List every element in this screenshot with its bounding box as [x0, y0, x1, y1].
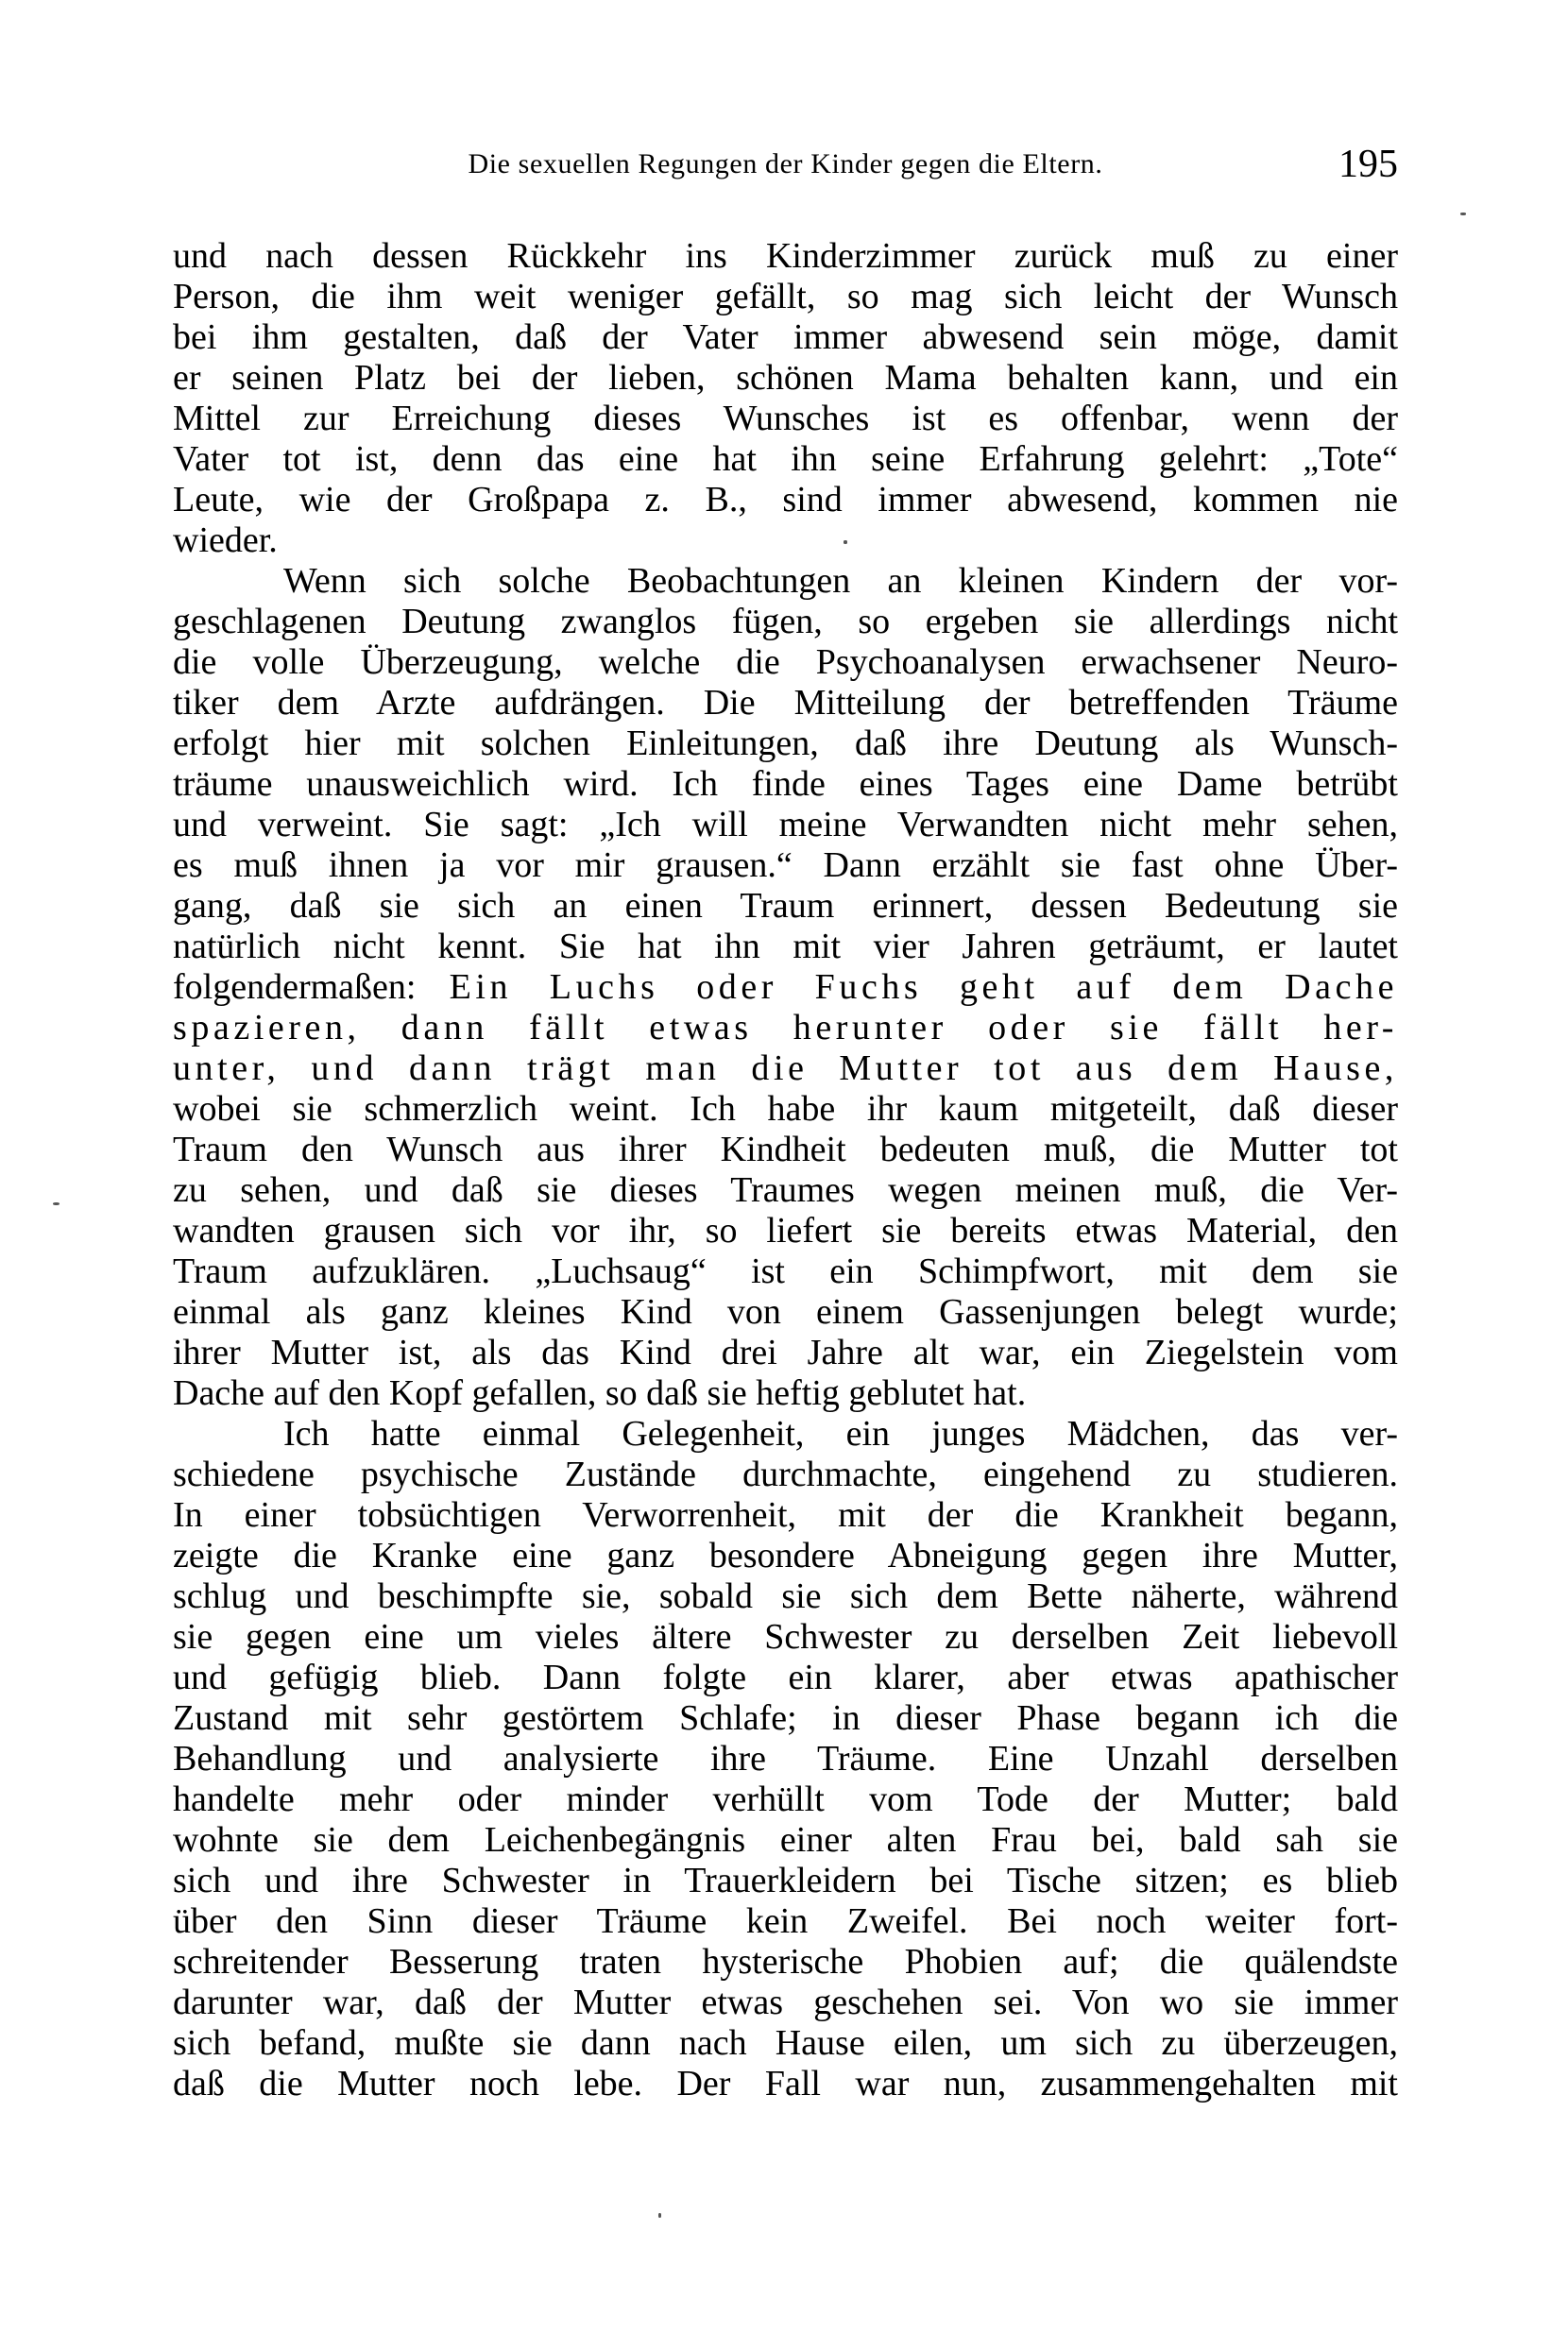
- text-line: [173, 1698, 1398, 1739]
- text-segment: Traum den Wunsch aus ihrer Kindheit bedeuten muß, die Mutter tot: [173, 1130, 1398, 1169]
- text-segment: wohnte sie dem Leichenbegängnis einer alten Frau bei, bald sah sie: [173, 1820, 1398, 1860]
- scan-speck: [844, 540, 847, 544]
- text-segment: sie gegen eine um vieles ältere Schwester zu derselben Zeit liebevoll: [173, 1617, 1398, 1657]
- text-segment: und verweint. Sie sagt: „Ich will meine Verwandten nicht mehr sehen,: [173, 805, 1398, 844]
- text-segment: folgendermaßen:: [173, 967, 450, 1007]
- text-line: [173, 520, 1398, 561]
- text-line: [173, 399, 1398, 439]
- text-line: [173, 1617, 1398, 1658]
- text-line: [173, 602, 1398, 642]
- text-segment: gang, daß sie sich an einen Traum erinnert, dessen Bedeutung sie: [173, 886, 1398, 926]
- text-segment: wieder.: [173, 520, 278, 560]
- text-segment: Wenn sich solche Beobachtungen an kleinen Kindern der vor-: [283, 561, 1398, 601]
- text-line: [173, 561, 1398, 602]
- text-line: [173, 1576, 1398, 1617]
- text-segment: die volle Überzeugung, welche die Psychoanalysen erwachsener Neuro-: [173, 642, 1398, 682]
- text-line: [173, 805, 1398, 845]
- text-segment: Dache auf den Kopf gefallen, so daß sie heftig geblutet hat.: [173, 1373, 1027, 1413]
- text-line: [173, 2064, 1398, 2104]
- text-line: [173, 683, 1398, 724]
- text-line: [173, 1170, 1398, 1211]
- text-line: [173, 236, 1398, 277]
- text-line: [173, 1739, 1398, 1780]
- text-segment: sich befand, mußte sie dann nach Hause eilen, um sich zu überzeugen,: [173, 2023, 1398, 2063]
- text-segment: darunter war, daß der Mutter etwas geschehen sei. Von wo sie immer: [173, 1983, 1398, 2022]
- scan-speck: [53, 1202, 60, 1205]
- text-segment: er seinen Platz bei der lieben, schönen Mama behalten kann, und ein: [173, 358, 1398, 398]
- letterspaced-emphasis: unter, und dann trägt man die Mutter tot aus dem Hause,: [173, 1048, 1398, 1088]
- text-line: [173, 1292, 1398, 1333]
- text-segment: erfolgt hier mit solchen Einleitungen, daß ihre Deutung als Wunsch-: [173, 724, 1398, 763]
- text-segment: Behandlung und analysierte ihre Träume. Eine Unzahl derselben: [173, 1739, 1398, 1779]
- text-line: [173, 1252, 1398, 1292]
- text-line: [173, 1211, 1398, 1252]
- letterspaced-emphasis: Ein Luchs oder Fuchs geht auf dem Dache: [449, 967, 1398, 1007]
- text-line: [173, 1455, 1398, 1495]
- text-segment: Mittel zur Erreichung dieses Wunsches ist es offenbar, wenn der: [173, 399, 1398, 438]
- text-segment: zeigte die Kranke eine ganz besondere Abneigung gegen ihre Mutter,: [173, 1536, 1398, 1575]
- text-segment: es muß ihnen ja vor mir grausen.“ Dann erzählt sie fast ohne Über-: [173, 845, 1398, 885]
- page-number: 195: [1338, 143, 1398, 186]
- page-header: [173, 143, 1398, 189]
- text-line: [173, 1373, 1398, 1414]
- text-line: [173, 764, 1398, 805]
- scan-speck: [658, 2213, 661, 2218]
- text-segment: einmal als ganz kleines Kind von einem Gassenjungen belegt wurde;: [173, 1292, 1398, 1332]
- text-segment: über den Sinn dieser Träume kein Zweifel. Bei noch weiter fort-: [173, 1901, 1398, 1941]
- text-line: [173, 1414, 1398, 1455]
- text-line: [173, 277, 1398, 317]
- text-segment: wandten grausen sich vor ihr, so liefert sie bereits etwas Material, den: [173, 1211, 1398, 1251]
- text-line: [173, 1820, 1398, 1861]
- body-text: [173, 236, 1398, 2104]
- text-segment: schiedene psychische Zustände durchmachte, eingehend zu studieren.: [173, 1455, 1398, 1494]
- text-line: [173, 724, 1398, 764]
- text-segment: wobei sie schmerzlich weint. Ich habe ihr kaum mitgeteilt, daß dieser: [173, 1089, 1398, 1129]
- text-line: [173, 1130, 1398, 1170]
- text-segment: geschlagenen Deutung zwanglos fügen, so ergeben sie allerdings nicht: [173, 602, 1398, 641]
- text-line: [173, 845, 1398, 886]
- text-line: [173, 1861, 1398, 1901]
- text-segment: bei ihm gestalten, daß der Vater immer abwesend sein möge, damit: [173, 317, 1398, 357]
- text-segment: Leute, wie der Großpapa z. B., sind immer abwesend, kommen nie: [173, 480, 1398, 519]
- paragraph: [173, 561, 1398, 1414]
- text-segment: Zustand mit sehr gestörtem Schlafe; in dieser Phase begann ich die: [173, 1698, 1398, 1738]
- text-segment: schlug und beschimpfte sie, sobald sie sich dem Bette näherte, während: [173, 1576, 1398, 1616]
- text-segment: schreitender Besserung traten hysterische Phobien auf; die quälendste: [173, 1942, 1398, 1982]
- text-line: [173, 886, 1398, 927]
- text-line: [173, 1983, 1398, 2023]
- text-line: [173, 967, 1398, 1008]
- scan-speck: [1460, 213, 1466, 215]
- text-segment: träume unausweichlich wird. Ich finde eines Tages eine Dame betrübt: [173, 764, 1398, 804]
- text-segment: sich und ihre Schwester in Trauerkleidern bei Tische sitzen; es blieb: [173, 1861, 1398, 1900]
- text-segment: daß die Mutter noch lebe. Der Fall war nun, zusammengehalten mit: [173, 2064, 1398, 2103]
- letterspaced-emphasis: spazieren, dann fällt etwas herunter oder sie fällt her-: [173, 1008, 1398, 1047]
- text-segment: Traum aufzuklären. „Luchsaug“ ist ein Schimpfwort, mit dem sie: [173, 1252, 1398, 1291]
- text-segment: Person, die ihm weit weniger gefällt, so mag sich leicht der Wunsch: [173, 277, 1398, 316]
- text-line: [173, 642, 1398, 683]
- text-line: [173, 317, 1398, 358]
- text-line: [173, 1008, 1398, 1048]
- text-line: [173, 1089, 1398, 1130]
- text-line: [173, 1495, 1398, 1536]
- text-line: [173, 927, 1398, 967]
- text-segment: handelte mehr oder minder verhüllt vom Tode der Mutter; bald: [173, 1780, 1398, 1819]
- text-line: [173, 358, 1398, 399]
- text-line: [173, 439, 1398, 480]
- text-line: [173, 1780, 1398, 1820]
- running-title: Die sexuellen Regungen der Kinder gegen die Eltern.: [468, 148, 1103, 179]
- text-segment: Vater tot ist, denn das eine hat ihn seine Erfahrung gelehrt: „Tote“: [173, 439, 1398, 479]
- text-line: [173, 1536, 1398, 1576]
- text-line: [173, 1333, 1398, 1373]
- text-line: [173, 1901, 1398, 1942]
- paragraph: [173, 236, 1398, 561]
- text-segment: In einer tobsüchtigen Verworrenheit, mit der die Krankheit begann,: [173, 1495, 1398, 1535]
- text-segment: und gefügig blieb. Dann folgte ein klarer, aber etwas apathischer: [173, 1658, 1398, 1697]
- text-segment: natürlich nicht kennt. Sie hat ihn mit vier Jahren geträumt, er lautet: [173, 927, 1398, 966]
- text-segment: Ich hatte einmal Gelegenheit, ein junges Mädchen, das ver-: [283, 1414, 1398, 1454]
- text-line: [173, 480, 1398, 520]
- text-line: [173, 1048, 1398, 1089]
- text-line: [173, 1942, 1398, 1983]
- text-segment: zu sehen, und daß sie dieses Traumes wegen meinen muß, die Ver-: [173, 1170, 1398, 1210]
- text-line: [173, 2023, 1398, 2064]
- paragraph: [173, 1414, 1398, 2104]
- text-segment: ihrer Mutter ist, als das Kind drei Jahre alt war, ein Ziegelstein vom: [173, 1333, 1398, 1372]
- text-segment: tiker dem Arzte aufdrängen. Die Mitteilung der betreffenden Träume: [173, 683, 1398, 723]
- text-line: [173, 1658, 1398, 1698]
- text-segment: und nach dessen Rückkehr ins Kinderzimmer zurück muß zu einer: [173, 236, 1398, 276]
